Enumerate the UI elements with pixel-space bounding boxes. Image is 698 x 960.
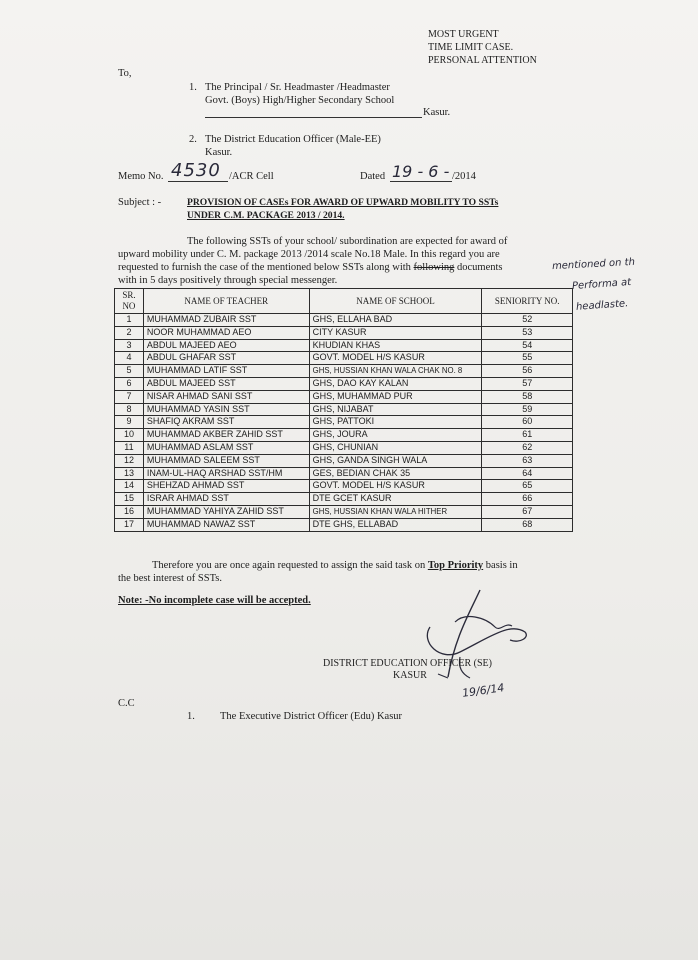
row-sr-no: 16 [115,505,144,518]
row-school-name: GHS, JOURA [309,429,482,442]
urgency-personal-attention: PERSONAL ATTENTION [428,55,537,66]
row-teacher-name: INAM-UL-HAQ ARSHAD SST/HM [143,467,309,480]
row-sr-no: 6 [115,377,144,390]
row-sr-no: 9 [115,416,144,429]
row-teacher-name: ISRAR AHMAD SST [143,493,309,506]
body-line-3 [118,262,503,273]
row-sr-no: 5 [115,365,144,378]
row-sr-no: 7 [115,390,144,403]
row-school-name: CITY KASUR [309,326,482,339]
row-seniority-no: 54 [482,339,573,352]
top-priority: Top Priority [427,560,484,571]
row-seniority-no: 52 [482,314,573,327]
row-sr-no: 8 [115,403,144,416]
row-school-name: GES, BEDIAN CHAK 35 [309,467,482,480]
row-school-name: GHS, NIJABAT [309,403,482,416]
signatory-city: KASUR [393,670,427,681]
row-seniority-no: 53 [482,326,573,339]
body-line-4: with in 5 days positively through special messenger. [118,275,338,286]
date-line [390,181,452,182]
header-school: NAME OF SCHOOL [309,289,482,314]
row-sr-no: 1 [115,314,144,327]
row-school-name: DTE GCET KASUR [309,493,482,506]
row-school-name: KHUDIAN KHAS [309,339,482,352]
closing-text-a: Therefore you are once again requested to assign the said task on [152,560,426,571]
row-school-name: GHS, ELLAHA BAD [309,314,482,327]
recipient-1-title: The Principal / Sr. Headmaster /Headmaster [205,82,390,93]
row-seniority-no: 64 [482,467,573,480]
table-row [115,403,573,416]
row-sr-no: 15 [115,493,144,506]
note-text: Note: -No incomplete case will be accepted. [118,595,311,606]
row-school-name: GHS, PATTOKI [309,416,482,429]
memo-number-line [168,181,228,182]
urgency-most-urgent: MOST URGENT [428,29,499,40]
row-sr-no: 17 [115,518,144,531]
memo-suffix: /ACR Cell [229,171,274,182]
dated-label: Dated [360,171,386,182]
row-teacher-name: SHEHZAD AHMAD SST [143,480,309,493]
table-row [115,429,573,442]
table-row [115,454,573,467]
row-seniority-no: 66 [482,493,573,506]
margin-note-line-2: Performa at [571,276,632,293]
row-sr-no: 11 [115,441,144,454]
table-row [115,352,573,365]
table-row [115,441,573,454]
closing-text-b: basis in [485,560,518,571]
row-teacher-name: MUHAMMAD ASLAM SST [143,441,309,454]
date-handwritten: 19 - 6 - [392,162,450,181]
cc-item-number: 1. [187,711,195,722]
row-sr-no: 13 [115,467,144,480]
header-seniority: SENIORITY NO. [482,289,573,314]
urgency-time-limit: TIME LIMIT CASE. [428,42,514,53]
row-school-name: GHS, HUSSIAN KHAN WALA HITHER [309,505,482,518]
margin-note-line-3: headlaste. [575,298,629,313]
body-line-3a: requested to furnish the case of the mentioned below SSTs along with [118,262,411,273]
body-line-1: The following SSTs of your school/ subordination are expected for award of [187,236,508,247]
row-seniority-no: 58 [482,390,573,403]
subject-label: Subject : - [118,197,162,208]
signature-date: 19/6/14 [461,681,506,700]
row-seniority-no: 62 [482,441,573,454]
table-header-row [115,289,573,314]
row-school-name: GHS, CHUNIAN [309,441,482,454]
row-sr-no: 2 [115,326,144,339]
recipient-2-number: 2. [189,134,197,145]
row-teacher-name: MUHAMMAD AKBER ZAHID SST [143,429,309,442]
row-seniority-no: 63 [482,454,573,467]
body-line-3b: documents [457,262,503,273]
row-sr-no: 12 [115,454,144,467]
subject-line-1: PROVISION OF CASEs FOR AWARD OF UPWARD MOBILITY TO SSTs [187,197,499,208]
row-school-name: GHS, GANDA SINGH WALA [309,454,482,467]
row-seniority-no: 57 [482,377,573,390]
row-school-name: GOVT. MODEL H/S KASUR [309,352,482,365]
table-row [115,467,573,480]
row-seniority-no: 68 [482,518,573,531]
body-line-2: upward mobility under C. M. package 2013 /2014 scale No.18 Male. In this regard you are [118,249,500,260]
table-row [115,377,573,390]
recipient-1-number: 1. [189,82,197,93]
memo-number-handwritten: 4530 [171,160,221,181]
row-teacher-name: MUHAMMAD LATIF SST [143,365,309,378]
row-teacher-name: NISAR AHMAD SANI SST [143,390,309,403]
table-row [115,480,573,493]
row-sr-no: 3 [115,339,144,352]
table-row [115,505,573,518]
row-school-name: GHS, MUHAMMAD PUR [309,390,482,403]
header-sr-no: SR. NO [115,289,144,314]
row-teacher-name: MUHAMMAD ZUBAIR SST [143,314,309,327]
memo-prefix: Memo No. [118,171,164,182]
row-seniority-no: 67 [482,505,573,518]
to-label: To, [118,68,132,79]
row-seniority-no: 60 [482,416,573,429]
recipient-1-city: Kasur. [423,107,451,118]
margin-note-line-1: mentioned on th [551,256,636,273]
row-teacher-name: ABDUL GHAFAR SST [143,352,309,365]
cc-item: The Executive District Officer (Edu) Kasur [220,711,403,722]
row-teacher-name: MUHAMMAD YASIN SST [143,403,309,416]
row-teacher-name: NOOR MUHAMMAD AEO [143,326,309,339]
row-seniority-no: 55 [482,352,573,365]
table-row [115,416,573,429]
sst-table [114,288,573,532]
closing-line-1 [152,560,518,571]
closing-line-2: the best interest of SSTs. [118,573,222,584]
school-name-blank [205,117,422,118]
table-row [115,390,573,403]
row-teacher-name: MUHAMMAD SALEEM SST [143,454,309,467]
row-teacher-name: MUHAMMAD YAHIYA ZAHID SST [143,505,309,518]
table-row [115,365,573,378]
table-row [115,326,573,339]
date-year: /2014 [452,171,476,182]
table-row [115,314,573,327]
table-row [115,493,573,506]
cc-label: C.C [118,698,135,709]
recipient-2-title: The District Education Officer (Male-EE) [205,134,381,145]
row-teacher-name: MUHAMMAD NAWAZ SST [143,518,309,531]
table-row [115,518,573,531]
header-teacher: NAME OF TEACHER [143,289,309,314]
subject-line-2: UNDER C.M. PACKAGE 2013 / 2014. [187,210,345,221]
row-teacher-name: ABDUL MAJEED AEO [143,339,309,352]
row-school-name: GOVT. MODEL H/S KASUR [309,480,482,493]
signatory-title: DISTRICT EDUCATION OFFICER (SE) [323,658,492,669]
row-sr-no: 14 [115,480,144,493]
recipient-2-city: Kasur. [205,147,233,158]
row-sr-no: 10 [115,429,144,442]
row-seniority-no: 65 [482,480,573,493]
table-body [115,314,573,532]
row-school-name: GHS, DAO KAY KALAN [309,377,482,390]
row-school-name: GHS, HUSSIAN KHAN WALA CHAK NO. 8 [309,365,482,378]
struck-word: following [413,262,455,273]
row-teacher-name: SHAFIQ AKRAM SST [143,416,309,429]
row-seniority-no: 61 [482,429,573,442]
recipient-1-school: Govt. (Boys) High/Higher Secondary School [205,95,395,106]
row-seniority-no: 59 [482,403,573,416]
row-seniority-no: 56 [482,365,573,378]
row-teacher-name: ABDUL MAJEED SST [143,377,309,390]
table-row [115,339,573,352]
row-school-name: DTE GHS, ELLABAD [309,518,482,531]
row-sr-no: 4 [115,352,144,365]
